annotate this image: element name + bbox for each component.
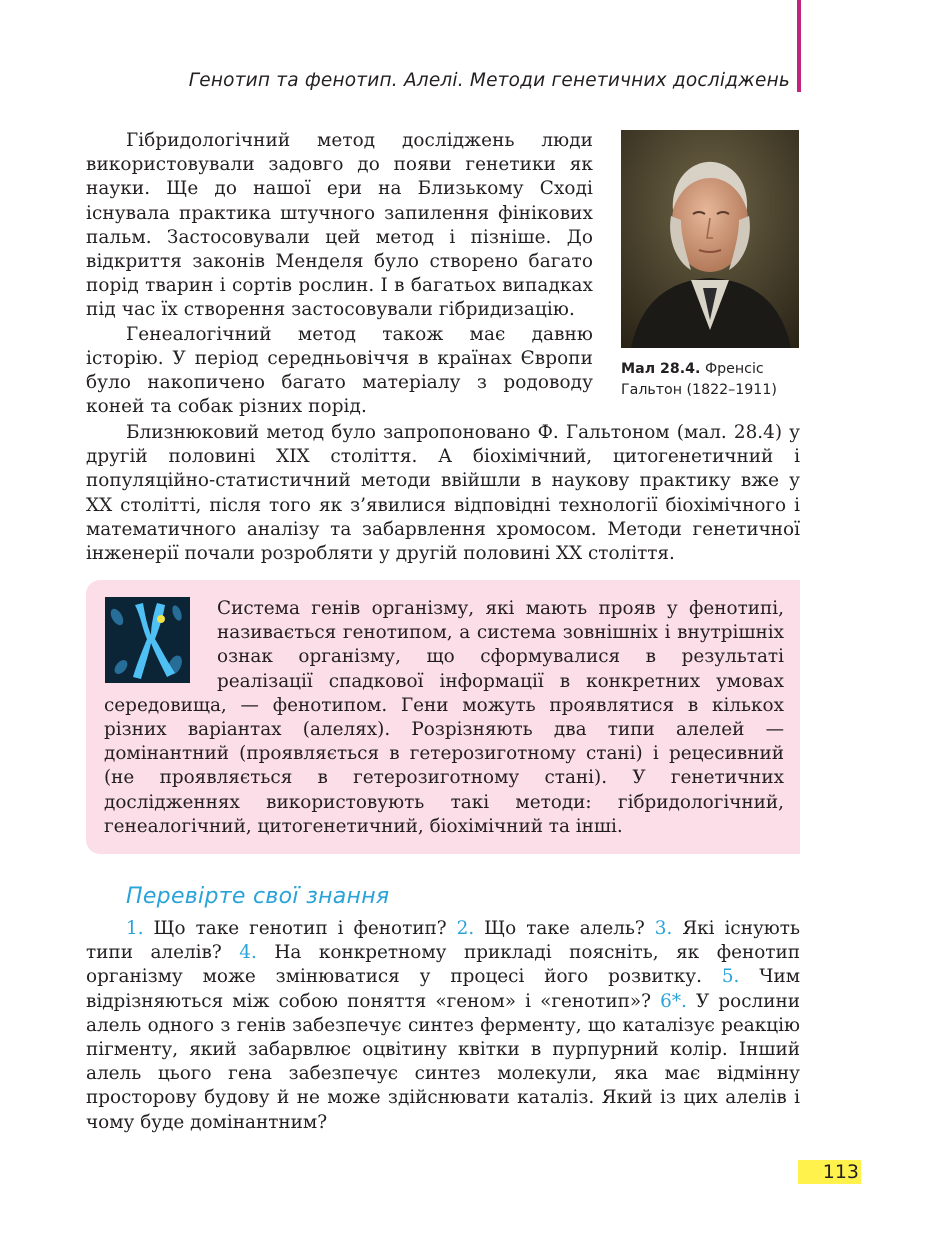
paragraph-hybridological: Гібридологічний метод досліджень люди використовували задовго до появи генетики як науки. Ще до нашої ери на Близькому Сході існувала практика штучного запилення фінікових пальм. Застосовували цей метод і пізніше. До відкриття законів Менделя було створено багато порід тварин і сортів рослин. І в багатьох випадках під час їх створення застосовували гібридизацію. [86, 130, 593, 321]
question-text: У рослини алель одного з генів забезпечує синтез ферменту, що каталізує реакцію пігменту, який забарвлює оцвітину квітки в пурпурний колір. Інший алель цього гена забезпечує синтез молекули, яка має відмінну просторову будову й не може здійснювати каталіз. Який із цих алелів і чому буде домінантним? [86, 990, 800, 1133]
figure-label: Мал 28.4. [621, 361, 701, 377]
question-number: 1. [126, 918, 144, 939]
chapter-marker-bar [797, 0, 801, 92]
review-title: Перевірте свої знання [126, 884, 390, 909]
question-number: 3. [654, 918, 673, 939]
question-text: На конкретному прикладі поясніть, як фенотип організму може змінюватися у процесі його розвитку. [86, 942, 800, 988]
intro-text-block [86, 129, 593, 419]
question-number: 6*. [660, 990, 687, 1012]
question-text: Що таке алель? [474, 918, 655, 939]
running-head: Генотип та фенотип. Алелі. Методи генетичних досліджень [188, 70, 790, 91]
question-text: Що таке генотип і фенотип? [143, 918, 457, 939]
question-text: Чим відрізняються між собою поняття «геном» і «генотип»? [86, 966, 801, 1012]
question-number: 5. [721, 966, 740, 988]
paragraph-genealogical: Генеалогічний метод також має давню історію. У період середньовіччя в країнах Європи було накопичено багато матеріалу з родоводу коней та собак різних порід. [86, 323, 593, 418]
question-number: 4. [239, 942, 257, 964]
page-number: 113 [798, 1160, 861, 1184]
summary-definition: Система генів організму, які мають прояв у фенотипі, називається генотипом, а система зовнішніх і внутрішніх ознак організму, що сформувалися в результаті реалізації спадкової інформації в конкретних умовах середовища, — фенотипом. Гени можуть проявлятися в кількох різних варіантах (алелях). Розрізняють два типи алелей — домінантний (проявляється в гетерозиготному стані) і рецесивний (не проявляється в гетерозиготному стані). У генетичних дослідженнях використовують такі методи: гібридологічний, генеалогічний, цитогенетичний, біохімічний та інші. [104, 598, 784, 837]
question-number: 2. [456, 918, 475, 939]
figure-caption [621, 359, 821, 401]
review-questions [86, 917, 800, 1135]
figure-caption-text: Френсіс Гальтон (1822–1911) [621, 361, 777, 398]
summary-text [104, 597, 784, 839]
galton-portrait-drawing [621, 130, 799, 348]
question-text: Які існують типи алелів? [86, 918, 800, 964]
portrait-image [621, 130, 799, 348]
paragraph-twin-method: Близнюковий метод було запропоновано Ф. Гальтоном (мал. 28.4) у другій половині XIX століття. А біохімічний, цитогенетичний і популяційно-статистичний методи ввійшли в наукову практику вже у XX столітті, після того як з’явилися відповідні технології біохімічного і математичного аналізу та забарвлення хромосом. Методи генетичної інженерії почали розробляти у другій половині XX століття. [86, 422, 800, 565]
image-spacer [104, 597, 217, 693]
